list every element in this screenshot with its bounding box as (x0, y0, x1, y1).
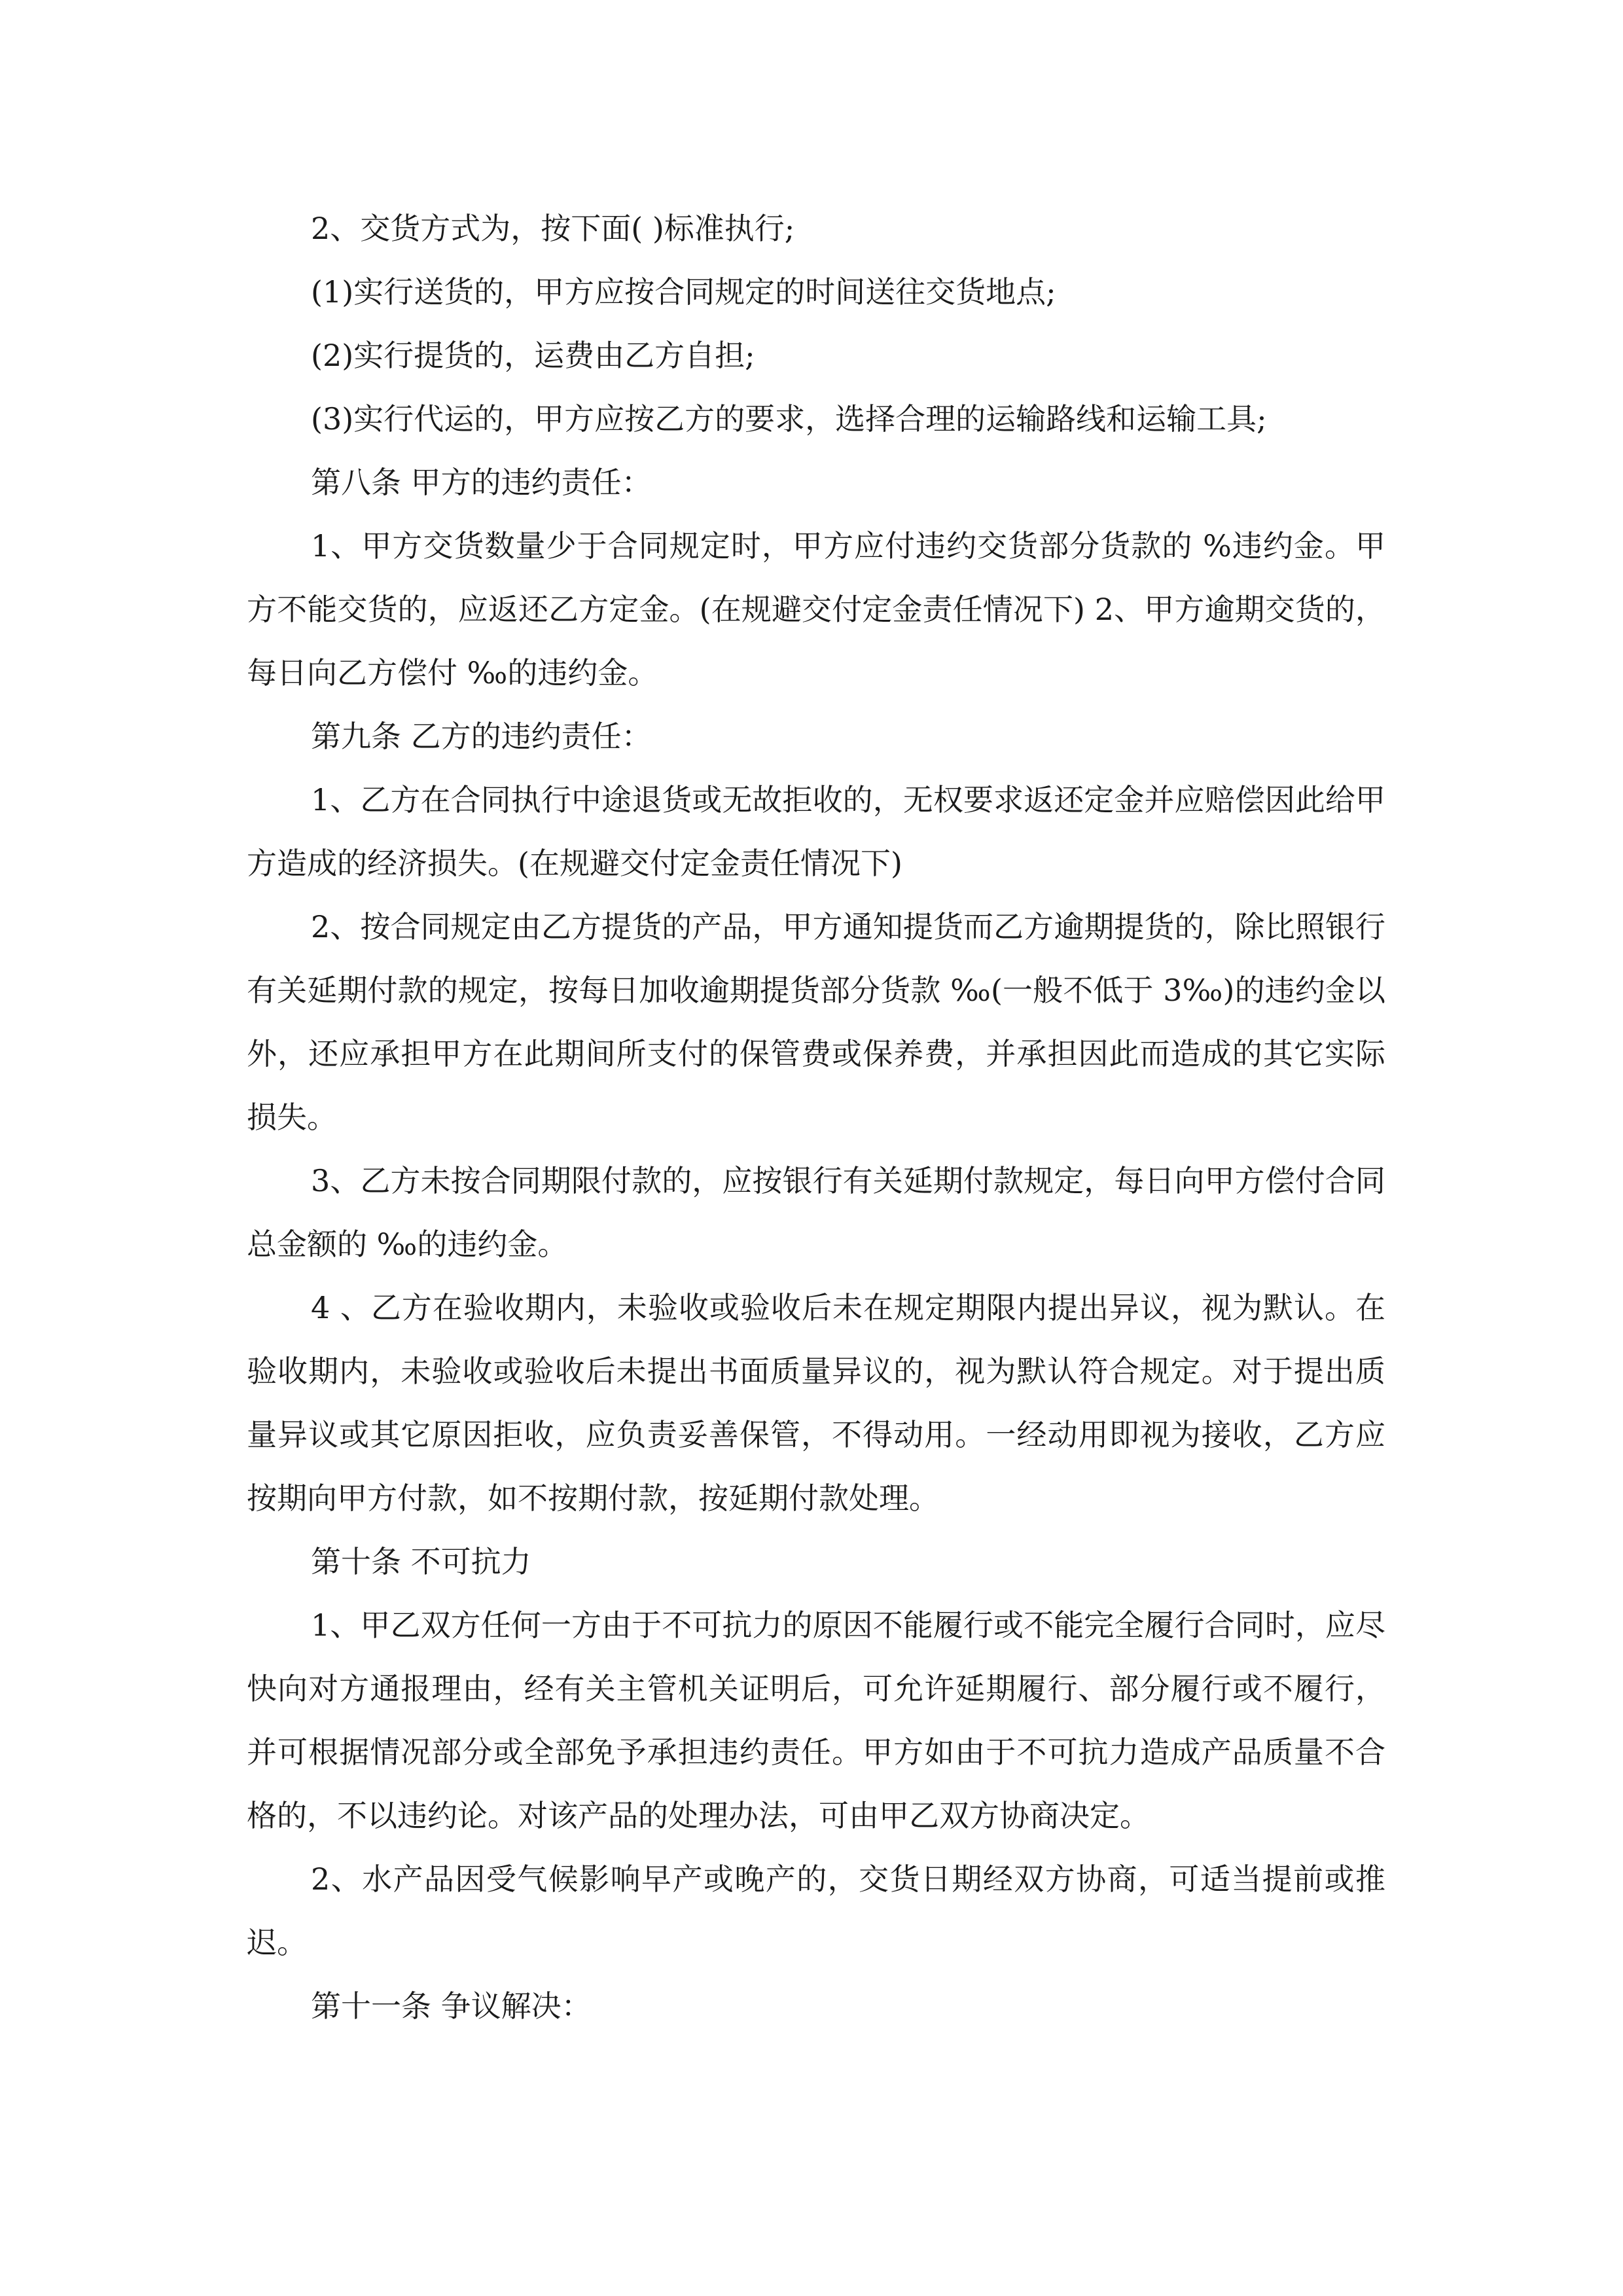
article-8-clause-1: 1、甲方交货数量少于合同规定时，甲方应付违约交货部分货款的 %违约金。甲方不能交货的，应返还乙方定金。(在规避交付定金责任情况下) 2、甲方逾期交货的，每日向乙方偿付 ‰的违约金。 (247, 528, 1385, 691)
article-11-heading: 第十一条 争议解决： (311, 1988, 592, 2024)
paragraph-delivery-option-1: (1)实行送货的，甲方应按合同规定的时间送往交货地点; (311, 274, 1056, 310)
article-9-clause-3: 3、乙方未按合同期限付款的，应按银行有关延期付款规定，每日向甲方偿付合同总金额的 ‰的违约金。 (247, 1163, 1385, 1262)
article-8-heading: 第八条 甲方的违约责任： (311, 465, 652, 500)
paragraph-delivery-option-2: (2)实行提货的，运费由乙方自担; (311, 338, 755, 373)
document-body (247, 197, 1385, 2038)
article-9-clause-2: 2、按合同规定由乙方提货的产品，甲方通知提货而乙方逾期提货的，除比照银行有关延期付款的规定，按每日加收逾期提货部分货款 ‰(一般不低于 3‰)的违约金以外，还应承担甲方在此期间所支付的保管费或保养费，并承担因此而造成的其它实际损失。 (247, 909, 1385, 1135)
article-9-clause-4: 4 、乙方在验收期内，未验收或验收后未在规定期限内提出异议，视为默认。在验收期内，未验收或验收后未提出书面质量异议的，视为默认符合规定。对于提出质量异议或其它原因拒收，应负责妥善保管，不得动用。一经动用即视为接收，乙方应按期向甲方付款，如不按期付款，按延期付款处理。 (247, 1290, 1385, 1516)
article-9-clause-1: 1、乙方在合同执行中途退货或无故拒收的，无权要求返还定金并应赔偿因此给甲方造成的经济损失。(在规避交付定金责任情况下) (247, 782, 1385, 881)
article-10-clause-1: 1、甲乙双方任何一方由于不可抗力的原因不能履行或不能完全履行合同时，应尽快向对方通报理由，经有关主管机关证明后，可允许延期履行、部分履行或不履行，并可根据情况部分或全部免予承担违约责任。甲方如由于不可抗力造成产品质量不合格的，不以违约论。对该产品的处理办法，可由甲乙双方协商决定。 (247, 1607, 1385, 1833)
article-10-heading: 第十条 不可抗力 (311, 1544, 531, 1579)
paragraph-delivery-method: 2、交货方式为，按下面( )标准执行; (311, 211, 795, 246)
paragraph-delivery-option-3: (3)实行代运的，甲方应按乙方的要求，选择合理的运输路线和运输工具; (311, 401, 1267, 437)
article-9-heading: 第九条 乙方的违约责任： (311, 719, 652, 754)
article-10-clause-2: 2、水产品因受气候影响早产或晚产的，交货日期经双方协商，可适当提前或推迟。 (247, 1861, 1385, 1960)
